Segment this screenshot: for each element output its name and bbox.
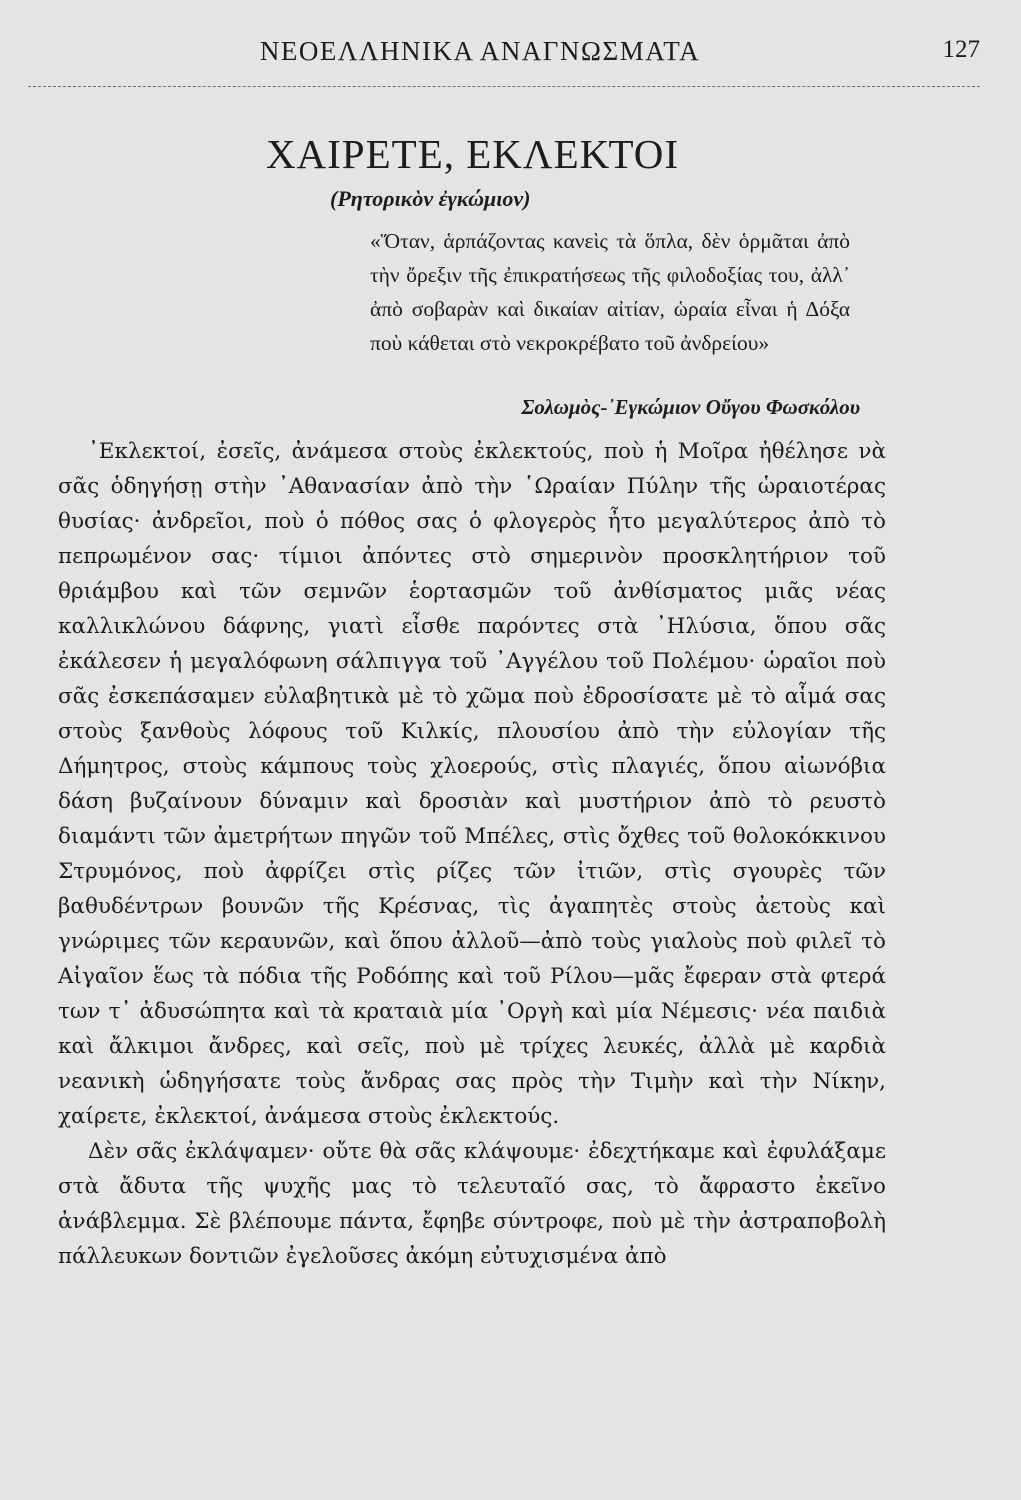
- epigraph-quote: «Ὅταν, ἁρπάζοντας κανεὶς τὰ ὅπλα, δὲν ὁρμᾶται ἀπὸ τὴν ὄρεξιν τῆς ἐπικρατήσεως τῆς φιλοδοξίας του, ἀλλ᾽ ἀπὸ σοβαρὰν καὶ δικαίαν αἰτίαν, ὡραία εἶναι ἡ Δόξα ποὺ κάθεται στὸ νεκροκρέβατο τοῦ ἀνδρείου»: [370, 229, 850, 355]
- epigraph-source: Σολωμὸς-᾽Εγκώμιον Οὔγου Φωσκόλου: [521, 395, 860, 419]
- running-title: ΝΕΟΕΛΛΗΝΙΚΑ ΑΝΑΓΝΩΣΜΑΤΑ: [259, 36, 701, 66]
- article-subtitle: (Ρητορικὸν ἐγκώμιον): [330, 186, 531, 211]
- article-title: ΧΑΙΡΕΤΕ, ΕΚΛΕΚΤΟΙ: [265, 131, 680, 177]
- body-text: [58, 434, 886, 1274]
- paragraph-1: ᾽Εκλεκτοί, ἐσεῖς, ἀνάμεσα στοὺς ἐκλεκτούς, ποὺ ἡ Μοῖρα ἠθέλησε νὰ σᾶς ὁδηγήσῃ στὴν ᾽Αθανασίαν ἀπὸ τὴν ῾Ωραίαν Πύλην τῆς ὡραιοτέρας θυσίας· ἀνδρεῖοι, ποὺ ὁ πόθος σας ὁ φλογερὸς ἦτο μεγαλύτερος ἀπὸ τὸ πεπρωμένον σας· τίμιοι ἀπόντες στὸ σημερινὸν προσκλητήριον τοῦ θριάμβου καὶ τῶν σεμνῶν ἑορτασμῶν τοῦ ἀνθίσματος μιᾶς νέας καλλικλώνου δάφνης, γιατὶ εἶσθε παρόντες στὰ ᾽Ηλύσια, ὅπου σᾶς ἐκάλεσεν ἡ μεγαλόφωνη σάλπιγγα τοῦ ᾽Αγγέλου τοῦ Πολέμου· ὡραῖοι ποὺ σᾶς ἐσκεπάσαμεν εὐλαβητικὰ μὲ τὸ χῶμα ποὺ ἐδροσίσατε μὲ τὸ αἷμά σας στοὺς ξανθοὺς λόφους τοῦ Κιλκίς, πλουσίου ἀπὸ τὴν εὐλογίαν τῆς Δήμητρος, στοὺς κάμπους τοὺς χλοερούς, στὶς πλαγιές, ὅπου αἰωνόβια δάση βυζαίνουν δύναμιν καὶ δροσιὰν καὶ μυστήριον ἀπὸ τὸ ρευστὸ διαμάντι τῶν ἀμετρήτων πηγῶν τοῦ Μπέλες, στὶς ὄχθες τοῦ θολοκόκκινου Στρυμόνος, ποὺ ἀφρίζει στὶς ρίζες τῶν ἰτιῶν, στὶς σγουρὲς τῶν βαθυδέντρων βουνῶν τῆς Κρέσνας, τὶς ἀγαπητὲς στοὺς ἀετοὺς καὶ γνώριμες τῶν κεραυνῶν, καὶ ὅπου ἀλλοῦ—ἀπὸ τοὺς γιαλοὺς ποὺ φιλεῖ τὸ Αἰγαῖον ἕως τὰ πόδια τῆς Ροδόπης καὶ τοῦ Ρίλου—μᾶς ἔφεραν στὰ φτερά των τ᾽ ἀδυσώπητα καὶ τὰ κραταιὰ μία ᾽Οργὴ καὶ μία Νέμεσις· νέα παιδιὰ καὶ ἄλκιμοι ἄνδρες, καὶ σεῖς, ποὺ μὲ τρίχες λευκές, ἀλλὰ μὲ καρδιὰ νεανικὴ ὡδηγήσατε τοὺς ἄνδρας σας πρὸς τὴν Τιμὴν καὶ τὴν Νίκην, χαίρετε, ἐκλεκτοί, ἀνάμεσα στοὺς ἐκλεκτούς.: [58, 439, 886, 1129]
- running-head: [40, 36, 980, 76]
- page-number: 127: [942, 36, 980, 63]
- header-divider: [28, 86, 980, 87]
- paragraph-2: Δὲν σᾶς ἐκλάψαμεν· οὔτε θὰ σᾶς κλάψουμε· ἐδεχτήκαμε καὶ ἐφυλάξαμε στὰ ἄδυτα τῆς ψυχῆς μας τὸ τελευταῖό σας, τὸ ἄφραστο ἐκεῖνο ἀνάβλεμμα. Σὲ βλέπουμε πάντα, ἔφηβε σύντροφε, ποὺ μὲ τὴν ἀστραποβολὴ πάλλευκων δοντιῶν ἐγελοῦσες ἀκόμη εὐτυχισμένα ἀπὸ: [58, 1139, 886, 1269]
